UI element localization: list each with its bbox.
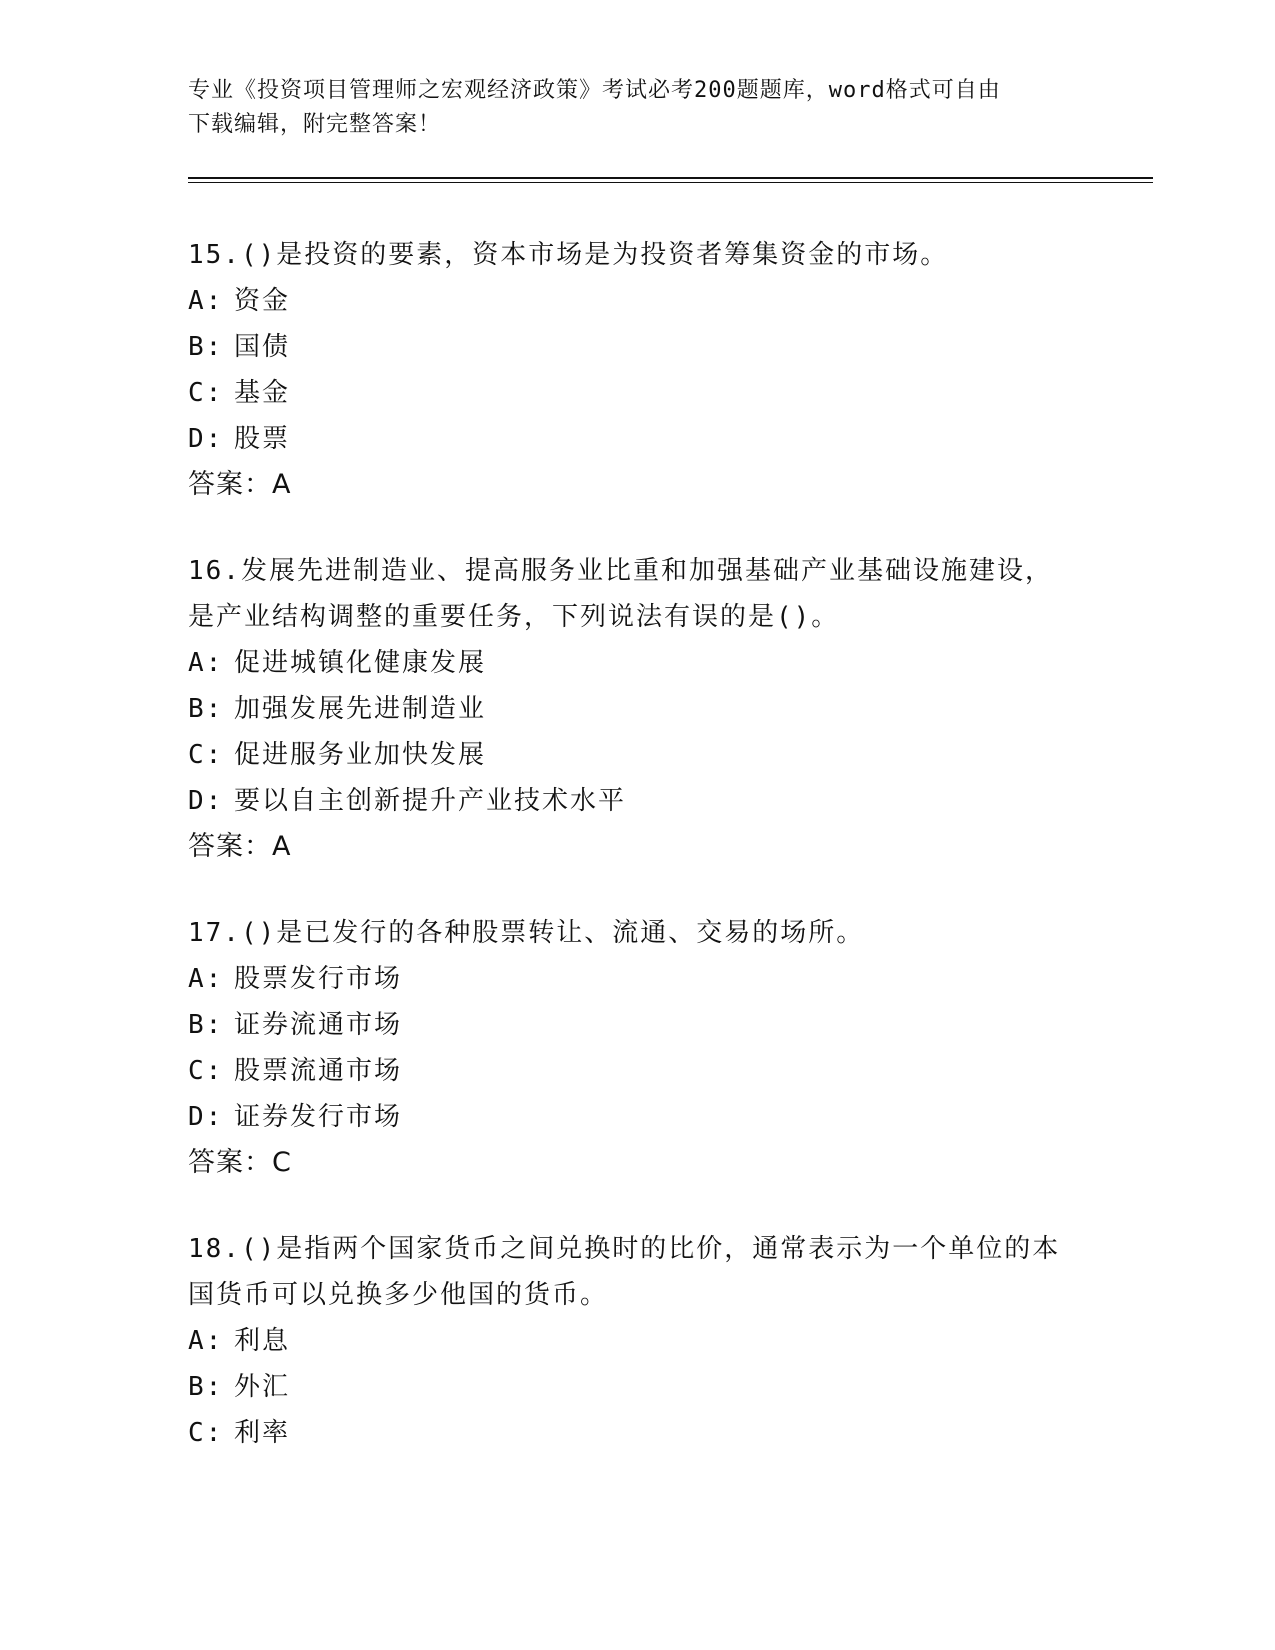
option-b bbox=[188, 1364, 1088, 1410]
question-stem: 17.()是已发行的各种股票转让、流通、交易的场所。 bbox=[188, 918, 865, 948]
option-a bbox=[188, 1318, 1088, 1364]
option-key: A: bbox=[188, 1326, 224, 1356]
option-key: A: bbox=[188, 286, 224, 316]
option-key: D: bbox=[188, 424, 224, 454]
option-text: 利息 bbox=[234, 1326, 291, 1356]
option-b bbox=[188, 1002, 1088, 1048]
question-stem-line-2: 是产业结构调整的重要任务，下列说法有误的是()。 bbox=[188, 602, 840, 632]
option-text: 要以自主创新提升产业技术水平 bbox=[234, 786, 627, 816]
option-key: B: bbox=[188, 1372, 224, 1402]
question-18 bbox=[188, 1226, 1088, 1456]
option-text: 促进城镇化健康发展 bbox=[234, 648, 487, 678]
option-b bbox=[188, 686, 1088, 732]
question-17 bbox=[188, 910, 1088, 1186]
header-line-1: 专业《投资项目管理师之宏观经济政策》考试必考200题题库，word格式可自由 bbox=[188, 78, 1001, 103]
option-text: 国债 bbox=[234, 332, 291, 362]
option-text: 股票发行市场 bbox=[234, 964, 403, 994]
option-a bbox=[188, 956, 1088, 1002]
option-text: 证券流通市场 bbox=[234, 1010, 403, 1040]
question-list bbox=[188, 232, 1088, 1496]
question-16 bbox=[188, 548, 1088, 870]
option-key: A: bbox=[188, 648, 224, 678]
option-c bbox=[188, 1410, 1088, 1456]
answer-label: 答案：A bbox=[188, 469, 292, 500]
option-text: 股票 bbox=[234, 424, 291, 454]
option-c bbox=[188, 370, 1088, 416]
option-text: 外汇 bbox=[234, 1372, 291, 1402]
option-key: C: bbox=[188, 378, 224, 408]
option-text: 加强发展先进制造业 bbox=[234, 694, 487, 724]
header-divider-thin bbox=[188, 182, 1153, 183]
header-divider-thick bbox=[188, 177, 1153, 179]
option-key: D: bbox=[188, 786, 224, 816]
option-text: 促进服务业加快发展 bbox=[234, 740, 487, 770]
option-key: B: bbox=[188, 1010, 224, 1040]
question-stem-line-1: 18.()是指两个国家货币之间兑换时的比价，通常表示为一个单位的本 bbox=[188, 1234, 1061, 1264]
option-c bbox=[188, 732, 1088, 778]
answer-label: 答案：C bbox=[188, 1147, 292, 1178]
question-stem-line-1: 16.发展先进制造业、提高服务业比重和加强基础产业基础设施建设， bbox=[188, 556, 1053, 586]
option-key: B: bbox=[188, 694, 224, 724]
header-line-2: 下载编辑，附完整答案！ bbox=[188, 112, 442, 137]
option-text: 基金 bbox=[234, 378, 291, 408]
option-d bbox=[188, 1094, 1088, 1140]
option-key: D: bbox=[188, 1102, 224, 1132]
option-text: 资金 bbox=[234, 286, 291, 316]
question-stem: 15.()是投资的要素，资本市场是为投资者筹集资金的市场。 bbox=[188, 240, 949, 270]
question-15 bbox=[188, 232, 1088, 508]
option-key: C: bbox=[188, 740, 224, 770]
option-key: C: bbox=[188, 1418, 224, 1448]
option-key: A: bbox=[188, 964, 224, 994]
option-text: 利率 bbox=[234, 1418, 291, 1448]
option-a bbox=[188, 640, 1088, 686]
option-c bbox=[188, 1048, 1088, 1094]
option-key: C: bbox=[188, 1056, 224, 1086]
option-text: 股票流通市场 bbox=[234, 1056, 403, 1086]
option-b bbox=[188, 324, 1088, 370]
option-d bbox=[188, 416, 1088, 462]
option-key: B: bbox=[188, 332, 224, 362]
answer-label: 答案：A bbox=[188, 831, 292, 862]
option-d bbox=[188, 778, 1088, 824]
question-stem-line-2: 国货币可以兑换多少他国的货币。 bbox=[188, 1280, 609, 1310]
document-header bbox=[188, 74, 1088, 142]
option-text: 证券发行市场 bbox=[234, 1102, 403, 1132]
option-a bbox=[188, 278, 1088, 324]
